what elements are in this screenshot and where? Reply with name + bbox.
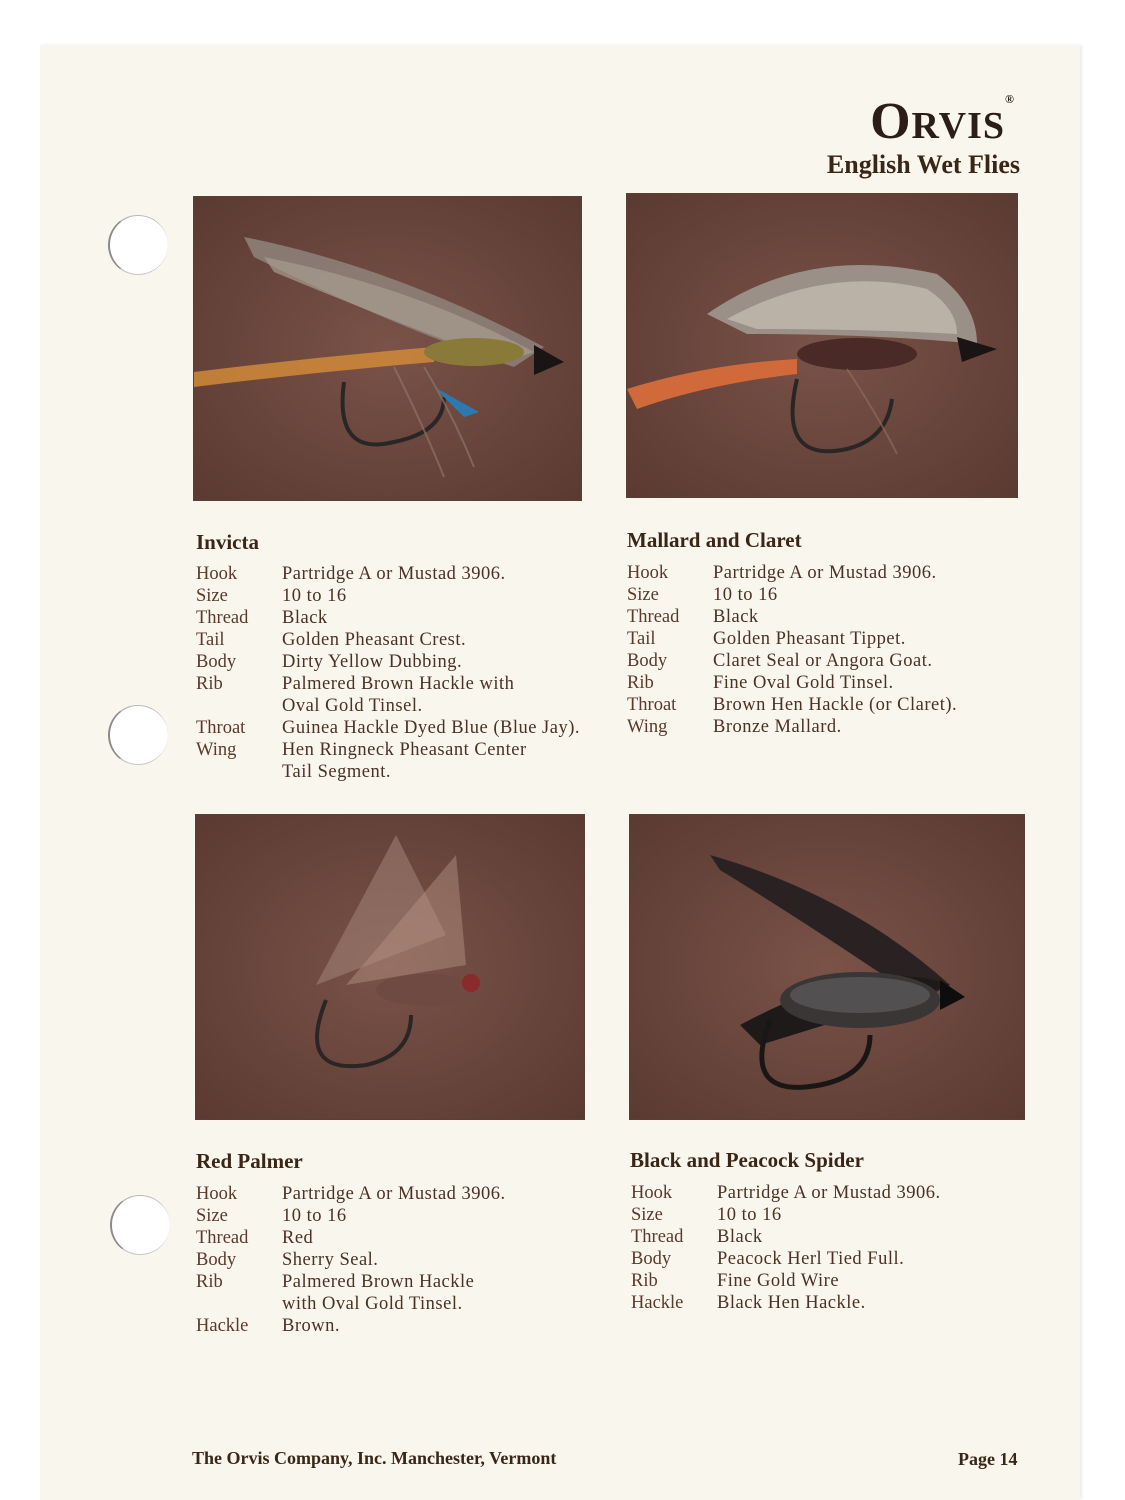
spec-row (196, 1249, 506, 1271)
spec-value: Sherry Seal. (282, 1250, 379, 1270)
spec-value: 10 to 16 (282, 586, 347, 606)
spec-row (627, 650, 957, 672)
spec-row (196, 1183, 506, 1205)
mallard-and-claret-photo (626, 193, 1018, 498)
binder-hole-bottom (110, 1195, 170, 1255)
spec-value: Golden Pheasant Tippet. (713, 629, 906, 649)
spec-value: Black Hen Hackle. (717, 1293, 866, 1313)
spec-label: Body (627, 651, 668, 671)
spec-row (196, 1271, 506, 1315)
fly-name-red-palmer: Red Palmer (196, 1149, 303, 1173)
page-number: Page 14 (958, 1449, 1018, 1469)
spec-label: Throat (196, 718, 246, 738)
mallard-and-claret-specs (627, 562, 957, 738)
spec-row (627, 716, 957, 738)
spec-label: Tail (196, 630, 225, 650)
footer-company: The Orvis Company, Inc. Manchester, Vermont (192, 1448, 557, 1468)
spec-label: Rib (627, 673, 654, 693)
spec-row (631, 1204, 941, 1226)
spec-label: Hook (196, 1184, 238, 1204)
spec-row (627, 628, 957, 650)
spec-label: Thread (196, 1228, 249, 1248)
spec-row (196, 1315, 506, 1337)
binder-hole-middle (108, 705, 168, 765)
spec-label: Rib (196, 674, 223, 694)
fly-name-invicta: Invicta (196, 530, 259, 554)
spec-label: Thread (627, 607, 680, 627)
spec-label: Rib (631, 1271, 658, 1291)
spec-value: Bronze Mallard. (713, 717, 842, 737)
spec-label: Body (196, 652, 237, 672)
spec-label: Tail (627, 629, 656, 649)
spec-value: Partridge A or Mustad 3906. (713, 563, 937, 583)
spec-row (196, 739, 580, 783)
invicta-photo (193, 196, 582, 501)
spec-label: Size (196, 586, 228, 606)
binder-hole-top (108, 215, 168, 275)
spec-label: Size (196, 1206, 228, 1226)
spec-label: Hook (627, 563, 669, 583)
spec-label: Body (631, 1249, 672, 1269)
spec-row (196, 651, 580, 673)
spec-value: Palmered Brown Hackle with Oval Gold Tinsel. (282, 674, 515, 716)
spec-label: Size (631, 1205, 663, 1225)
spec-label: Size (627, 585, 659, 605)
spec-row (631, 1270, 941, 1292)
spec-label: Hackle (631, 1293, 684, 1313)
spec-row (627, 672, 957, 694)
fly-name-black-and-peacock-spider: Black and Peacock Spider (630, 1148, 864, 1172)
spec-value: Black (713, 607, 759, 627)
black-and-peacock-spider-photo (629, 814, 1025, 1120)
spec-label: Hackle (196, 1316, 249, 1336)
spec-row (196, 585, 580, 607)
spec-row (631, 1226, 941, 1248)
spec-row (196, 717, 580, 739)
spec-row (196, 629, 580, 651)
spec-row (627, 606, 957, 628)
fly-name-mallard-and-claret: Mallard and Claret (627, 528, 802, 552)
spec-row (631, 1292, 941, 1314)
spec-value: Dirty Yellow Dubbing. (282, 652, 463, 672)
spec-label: Rib (196, 1272, 223, 1292)
spec-row (627, 562, 957, 584)
spec-label: Thread (196, 608, 249, 628)
spec-value: Guinea Hackle Dyed Blue (Blue Jay). (282, 718, 580, 738)
spec-value: Brown. (282, 1316, 340, 1336)
spec-label: Hook (196, 564, 238, 584)
spec-row (196, 673, 580, 717)
spec-label: Hook (631, 1183, 673, 1203)
spec-row (196, 563, 580, 585)
spec-row (196, 1227, 506, 1249)
spec-row (631, 1248, 941, 1270)
spec-label: Wing (196, 740, 237, 760)
invicta-specs (196, 563, 580, 783)
spec-value: Partridge A or Mustad 3906. (282, 1184, 506, 1204)
spec-row (631, 1182, 941, 1204)
spec-value: Golden Pheasant Crest. (282, 630, 467, 650)
spec-label: Throat (627, 695, 677, 715)
spec-value: Claret Seal or Angora Goat. (713, 651, 933, 671)
spec-value: 10 to 16 (717, 1205, 782, 1225)
spec-value: 10 to 16 (713, 585, 778, 605)
spec-row (627, 694, 957, 716)
spec-value: Partridge A or Mustad 3906. (717, 1183, 941, 1203)
spec-row (196, 1205, 506, 1227)
spec-value: Red (282, 1228, 314, 1248)
spec-value: Fine Oval Gold Tinsel. (713, 673, 894, 693)
red-palmer-specs (196, 1183, 506, 1337)
spec-value: Black (717, 1227, 763, 1247)
spec-value: Peacock Herl Tied Full. (717, 1249, 905, 1269)
orvis-logo: ORVIS® (870, 92, 1015, 150)
spec-value: Palmered Brown Hackle with Oval Gold Tinsel. (282, 1272, 475, 1314)
red-palmer-photo (195, 814, 585, 1120)
spec-label: Thread (631, 1227, 684, 1247)
black-and-peacock-spider-specs (631, 1182, 941, 1314)
spec-label: Body (196, 1250, 237, 1270)
spec-value: Fine Gold Wire (717, 1271, 840, 1291)
spec-label: Wing (627, 717, 668, 737)
spec-value: Brown Hen Hackle (or Claret). (713, 695, 958, 715)
spec-value: 10 to 16 (282, 1206, 347, 1226)
spec-value: Hen Ringneck Pheasant Center Tail Segment. (282, 740, 527, 782)
spec-value: Partridge A or Mustad 3906. (282, 564, 506, 584)
spec-row (627, 584, 957, 606)
spec-row (196, 607, 580, 629)
spec-value: Black (282, 608, 328, 628)
section-title: English Wet Flies (826, 150, 1020, 179)
